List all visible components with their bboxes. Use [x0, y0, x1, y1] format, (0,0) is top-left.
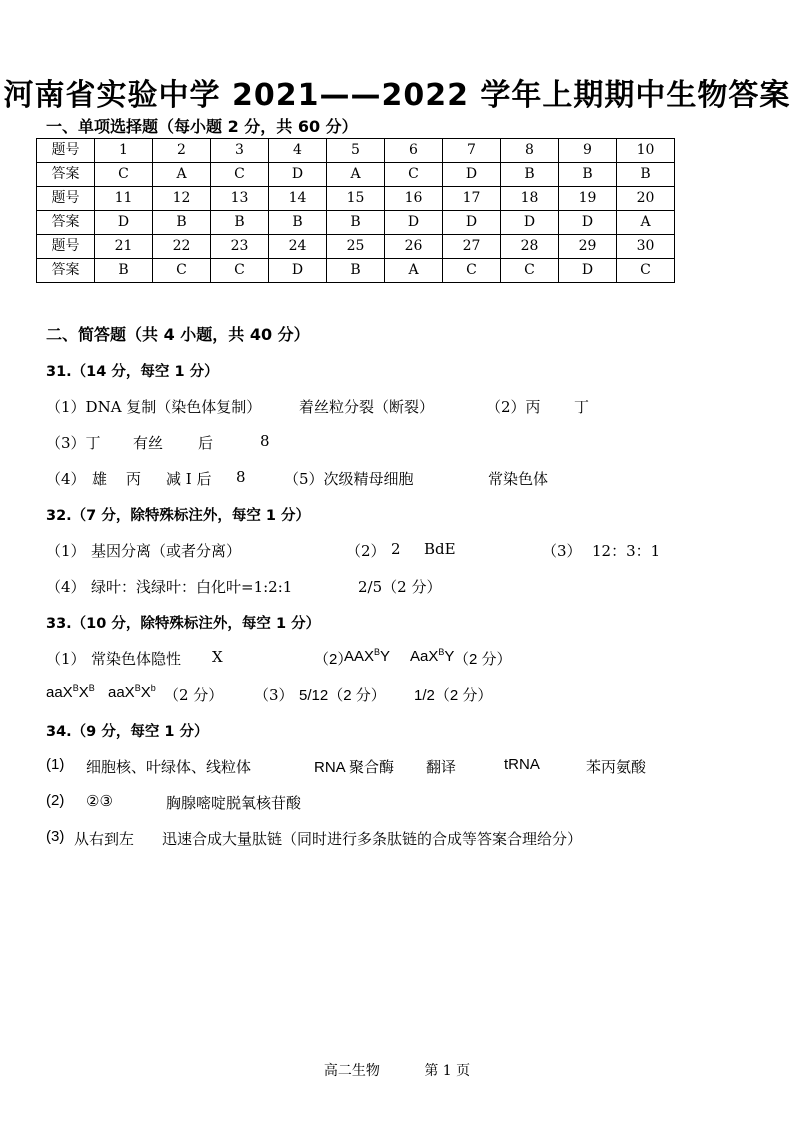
table-cell: C — [501, 259, 559, 283]
answer-text: X — [212, 648, 223, 666]
table-cell: A — [617, 211, 675, 235]
page-title: 河南省实验中学 2021——2022 学年上期期中生物答案 — [3, 78, 791, 113]
table-cell: B — [153, 211, 211, 235]
table-cell: 22 — [153, 235, 211, 259]
answer-text: （1） — [46, 650, 86, 668]
table-cell: D — [443, 163, 501, 187]
q34-heading: 34.（9 分，每空 1 分） — [46, 724, 209, 740]
q32-heading: 32.（7 分，除特殊标注外，每空 1 分） — [46, 508, 311, 524]
table-cell: 29 — [559, 235, 617, 259]
table-cell: 2 — [153, 139, 211, 163]
page-footer — [0, 1060, 794, 1080]
table-cell: C — [211, 163, 269, 187]
table-cell: B — [501, 163, 559, 187]
table-cell: B — [327, 259, 385, 283]
table-cell: C — [153, 259, 211, 283]
section-2-heading: 二、简答题（共 4 小题，共 40 分） — [46, 325, 310, 344]
table-cell: 27 — [443, 235, 501, 259]
table-cell: D — [269, 163, 327, 187]
table-cell: C — [211, 259, 269, 283]
table-cell: C — [617, 259, 675, 283]
table-cell: B — [617, 163, 675, 187]
table-cell: C — [95, 163, 153, 187]
answer-text: (1) — [46, 756, 65, 773]
answer-text: 丙 — [126, 470, 142, 488]
answer-text: 细胞核、叶绿体、线粒体 — [86, 758, 252, 776]
table-cell: A — [385, 259, 443, 283]
answer-text: 有丝 — [133, 434, 164, 452]
answer-text: 翻译 — [426, 758, 457, 776]
table-row — [37, 139, 675, 163]
footer-page-number: 第 1 页 — [424, 1063, 471, 1079]
table-cell: B — [559, 163, 617, 187]
table-cell: C — [443, 259, 501, 283]
answer-text: ②③ — [86, 792, 113, 810]
answer-text: 后 — [198, 434, 214, 452]
row-label: 答案 — [37, 163, 95, 187]
answer-text: 2/5（2 分） — [358, 578, 442, 596]
table-cell: 3 — [211, 139, 269, 163]
answer-text: 2 — [391, 540, 401, 558]
row-label: 题号 — [37, 139, 95, 163]
table-cell: 20 — [617, 187, 675, 211]
answer-text: RNA 聚合酶 — [314, 759, 395, 776]
answer-text: 从右到左 — [74, 830, 135, 848]
table-cell: C — [385, 163, 443, 187]
section-1-heading: 一、单项选择题（每小题 2 分，共 60 分） — [46, 117, 358, 136]
answer-text: 基因分离（或者分离） — [91, 542, 242, 560]
answer-text: （4） — [46, 470, 86, 488]
answer-text: （1） — [46, 542, 86, 560]
table-cell: 21 — [95, 235, 153, 259]
table-cell: 13 — [211, 187, 269, 211]
answer-table — [36, 138, 675, 283]
table-row — [37, 211, 675, 235]
table-cell: 11 — [95, 187, 153, 211]
table-row — [37, 163, 675, 187]
answer-text: （5）次级精母细胞 — [284, 470, 414, 488]
table-cell: 5 — [327, 139, 385, 163]
answer-text: 苯丙氨酸 — [586, 758, 647, 776]
table-cell: B — [327, 211, 385, 235]
answer-text: （3） — [542, 542, 582, 560]
genotype-4: $aaX^BX^b$ — [108, 683, 156, 701]
answer-text: 常染色体隐性 — [91, 650, 182, 668]
answer-text: 着丝粒分裂（断裂） — [299, 398, 435, 416]
answer-text: 8 — [236, 468, 246, 486]
table-cell: D — [269, 259, 327, 283]
answer-text: （2） — [314, 651, 353, 668]
answer-text: 5/12（2 分） — [299, 687, 386, 704]
answer-text: （2） — [346, 542, 386, 560]
table-cell: 7 — [443, 139, 501, 163]
table-cell: 16 — [385, 187, 443, 211]
answer-text: （4） — [46, 578, 86, 596]
answer-text: （2）丙 — [486, 398, 541, 416]
answer-text: (2) — [46, 792, 65, 809]
row-label: 题号 — [37, 235, 95, 259]
answer-text: 12：3：1 — [592, 542, 661, 560]
row-label: 答案 — [37, 211, 95, 235]
answer-text: BdE — [424, 540, 456, 558]
table-cell: B — [269, 211, 327, 235]
table-cell: 1 — [95, 139, 153, 163]
q31-heading: 31.（14 分，每空 1 分） — [46, 364, 219, 380]
answer-text: 1/2（2 分） — [414, 687, 493, 704]
table-cell: D — [443, 211, 501, 235]
answer-text: 胸腺嘧啶脱氧核苷酸 — [166, 794, 302, 812]
answer-text: （3） — [254, 686, 294, 704]
answer-text: (3) — [46, 828, 65, 845]
table-cell: A — [153, 163, 211, 187]
table-cell: 26 — [385, 235, 443, 259]
table-cell: 18 — [501, 187, 559, 211]
table-cell: D — [95, 211, 153, 235]
row-label: 题号 — [37, 187, 95, 211]
answer-text: 常染色体 — [488, 470, 549, 488]
table-cell: 17 — [443, 187, 501, 211]
answer-text: （2 分） — [454, 651, 512, 668]
table-cell: 6 — [385, 139, 443, 163]
genotype-1: $AAX^BY$ — [344, 647, 391, 665]
table-cell: 4 — [269, 139, 327, 163]
genotype-2: AaX$^B$Y — [410, 647, 455, 665]
table-cell: 25 — [327, 235, 385, 259]
answer-text: tRNA — [504, 756, 540, 773]
footer-subject: 高二生物 — [323, 1063, 380, 1079]
table-cell: 15 — [327, 187, 385, 211]
table-cell: 23 — [211, 235, 269, 259]
table-cell: 14 — [269, 187, 327, 211]
table-cell: 10 — [617, 139, 675, 163]
table-cell: 8 — [501, 139, 559, 163]
table-row — [37, 235, 675, 259]
answer-text: 丁 — [574, 398, 590, 416]
answer-text: 雄 — [92, 470, 108, 488]
table-cell: 9 — [559, 139, 617, 163]
answer-text: （1）DNA 复制（染色体复制） — [46, 398, 262, 416]
q33-heading: 33.（10 分，除特殊标注外，每空 1 分） — [46, 616, 321, 632]
answer-text: 迅速合成大量肽链（同时进行多条肽链的合成等答案合理给分） — [162, 830, 583, 848]
table-cell: D — [559, 211, 617, 235]
answer-text: （3）丁 — [46, 434, 101, 452]
table-row — [37, 259, 675, 283]
table-cell: D — [385, 211, 443, 235]
answer-text: 绿叶：浅绿叶：白化叶=1:2:1 — [91, 578, 293, 596]
table-cell: 28 — [501, 235, 559, 259]
table-row — [37, 187, 675, 211]
table-cell: B — [95, 259, 153, 283]
genotype-3: $aaX^BX^B$ — [46, 683, 95, 701]
table-cell: 12 — [153, 187, 211, 211]
answer-text: （2 分） — [164, 686, 224, 704]
answer-text: 8 — [260, 432, 270, 450]
table-cell: 24 — [269, 235, 327, 259]
table-cell: 19 — [559, 187, 617, 211]
answer-text: 减 I 后 — [166, 470, 212, 488]
table-cell: B — [211, 211, 269, 235]
table-cell: D — [559, 259, 617, 283]
table-cell: D — [501, 211, 559, 235]
row-label: 答案 — [37, 259, 95, 283]
table-cell: 30 — [617, 235, 675, 259]
table-cell: A — [327, 163, 385, 187]
